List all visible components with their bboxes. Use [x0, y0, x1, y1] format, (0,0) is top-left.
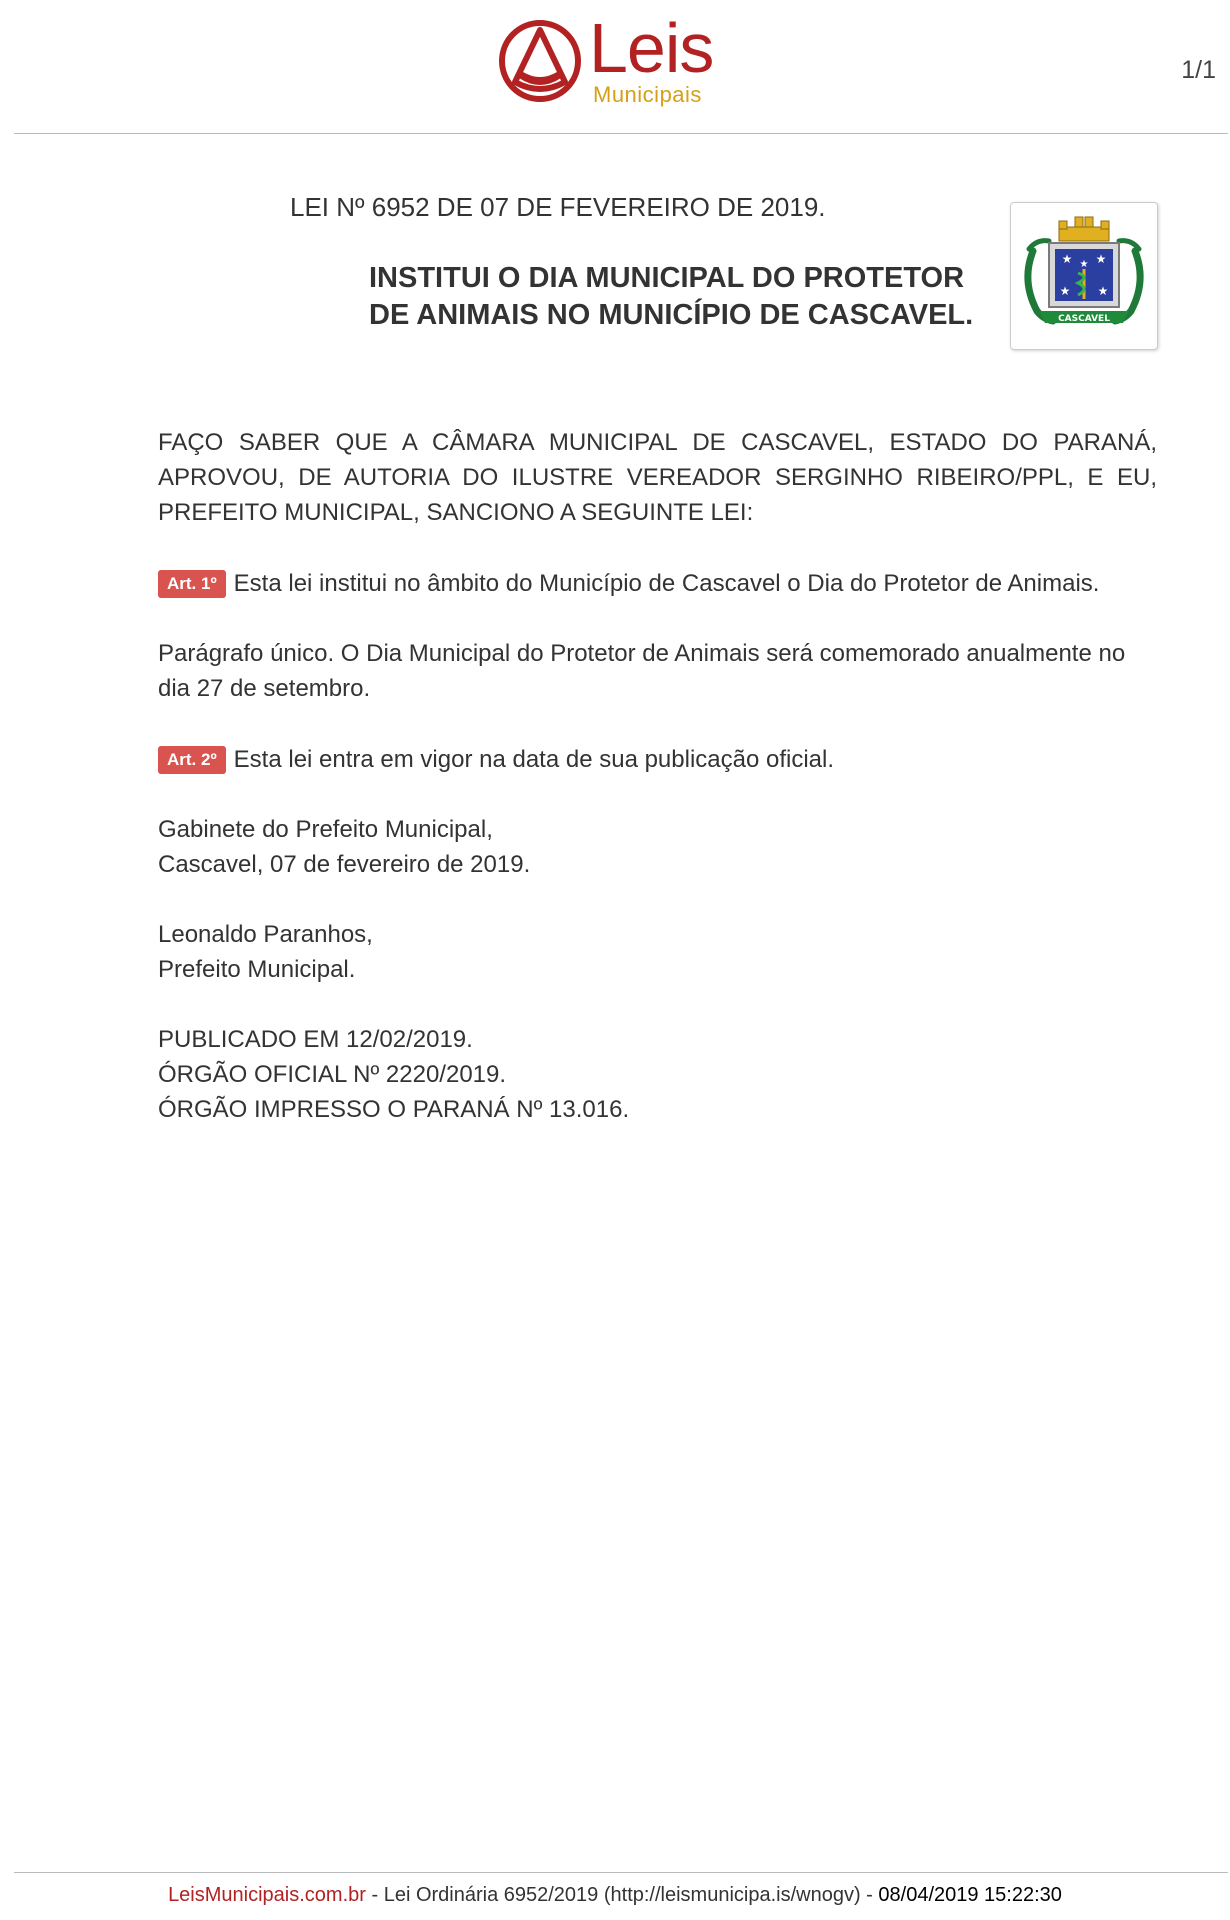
- article-1: [158, 566, 1157, 601]
- footer-divider: [14, 1872, 1228, 1873]
- svg-text:★: ★: [1095, 252, 1107, 266]
- leis-municipais-logo[interactable]: [497, 9, 717, 110]
- publication-line-1: PUBLICADO EM 12/02/2019.: [158, 1026, 473, 1053]
- svg-text:★: ★: [1061, 252, 1073, 266]
- signatory-title: Prefeito Municipal.: [158, 956, 356, 983]
- footer-description: - Lei Ordinária 6952/2019 (http://leismunicipa.is/wnogv) -: [365, 1884, 879, 1906]
- logo-word: Leis: [589, 9, 714, 87]
- page-header: [0, 0, 1230, 134]
- publication-line-2: ÓRGÃO OFICIAL Nº 2220/2019.: [158, 1061, 507, 1088]
- coat-of-arms-icon: [1019, 211, 1149, 341]
- logo-subtitle: Municipais: [593, 82, 702, 107]
- svg-text:★: ★: [1097, 284, 1109, 298]
- paragraph-unico: Parágrafo único. O Dia Municipal do Protetor de Animais será comemorado anualmente no dia 27 de setembro.: [158, 640, 1126, 702]
- crest-ribbon-label: CASCAVEL: [1058, 314, 1110, 324]
- signatory-name: Leonaldo Paranhos,: [158, 921, 373, 948]
- gabinete-line-1: Gabinete do Prefeito Municipal,: [158, 816, 493, 843]
- article-2-badge[interactable]: Art. 2º: [158, 746, 226, 774]
- gabinete-line-2: Cascavel, 07 de fevereiro de 2019.: [158, 851, 531, 878]
- article-2: [158, 742, 1157, 777]
- triangle-circle-logo-icon: [497, 18, 583, 104]
- footer-timestamp: 08/04/2019 15:22:30: [878, 1884, 1062, 1906]
- footer-site-link[interactable]: LeisMunicipais.com.br: [168, 1884, 366, 1906]
- publication-block: [158, 1022, 1157, 1127]
- svg-text:★: ★: [1059, 284, 1071, 298]
- law-ementa: INSTITUI O DIA MUNICIPAL DO PROTETOR DE ANIMAIS NO MUNICÍPIO DE CASCAVEL.: [369, 262, 974, 331]
- cascavel-crest: [1010, 202, 1158, 350]
- preamble: FAÇO SABER QUE A CÂMARA MUNICIPAL DE CASCAVEL, ESTADO DO PARANÁ, APROVOU, DE AUTORIA DO ILUSTRE VEREADOR SERGINHO RIBEIRO/PPL, E EU, PREFEITO MUNICIPAL, SANCIONO A SEGUINTE LEI:: [158, 429, 1157, 526]
- signature-block: [158, 917, 1157, 987]
- svg-text:★: ★: [1079, 259, 1089, 270]
- gabinete-block: [158, 812, 1157, 882]
- article-1-text: Esta lei institui no âmbito do Município de Cascavel o Dia do Protetor de Animais.: [233, 570, 1100, 597]
- header-divider: [14, 133, 1228, 134]
- page-footer: [0, 1884, 1230, 1907]
- publication-line-3: ÓRGÃO IMPRESSO O PARANÁ Nº 13.016.: [158, 1096, 630, 1123]
- law-number: LEI Nº 6952 DE 07 DE FEVEREIRO DE 2019.: [290, 192, 826, 222]
- page-indicator: 1/1: [1181, 56, 1216, 84]
- article-2-text: Esta lei entra em vigor na data de sua publicação oficial.: [233, 746, 835, 773]
- article-1-badge[interactable]: Art. 1º: [158, 570, 226, 598]
